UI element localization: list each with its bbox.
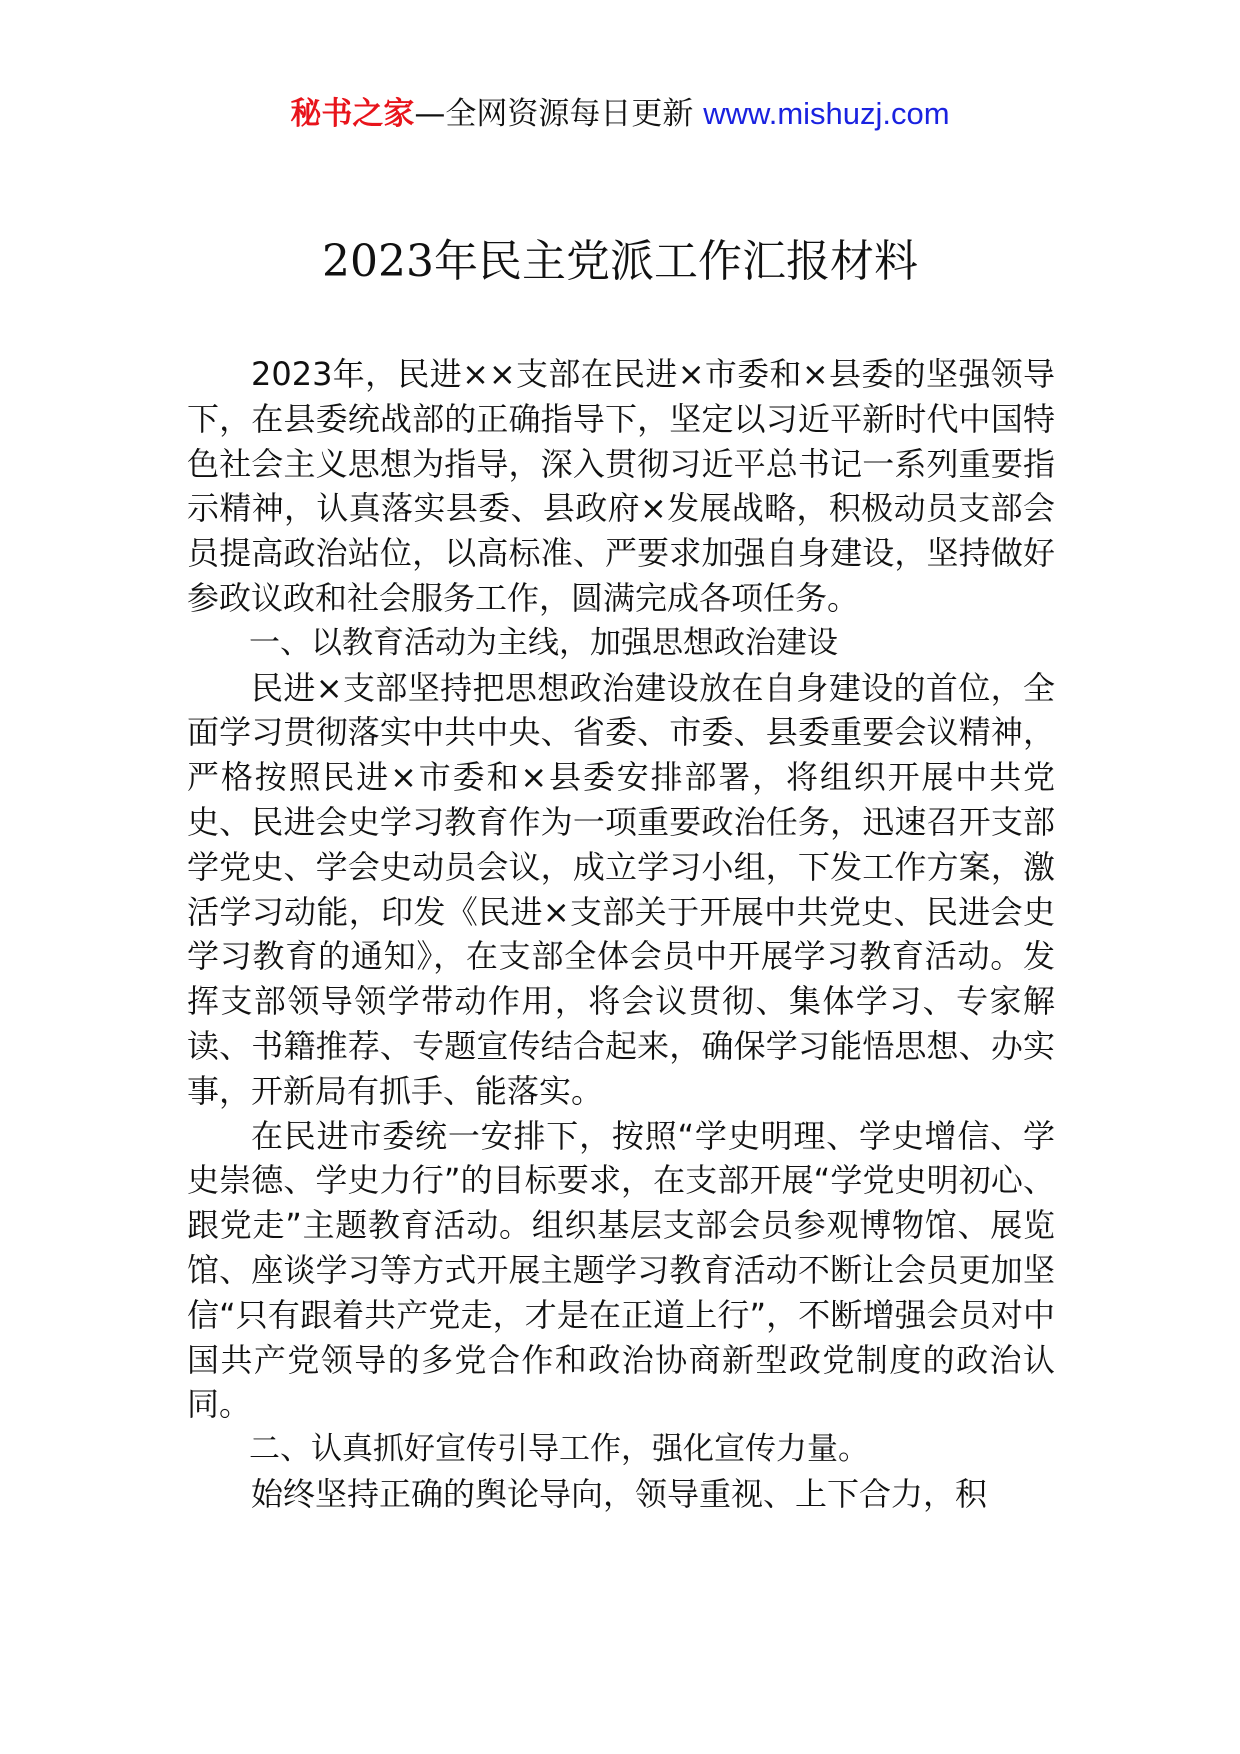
section-1-paragraph-1: 民进×支部坚持把思想政治建设放在自身建设的首位，全面学习贯彻落实中共中央、省委、市委、县委重要会议精神，严格按照民进×市委和×县委安排部署，将组织开展中共党史、民进会史学习教育作为一项重要政治任务，迅速召开支部学党史、学会史动员会议，成立学习小组，下发工作方案，激活学习动能，印发《民进×支部关于开展中共党史、民进会史学习教育的通知》，在支部全体会员中开展学习教育活动。发挥支部领导领学带动作用，将会议贯彻、集体学习、专家解读、书籍推荐、专题宣传结合起来，确保学习能悟思想、办实事，开新局有抓手、能落实。 — [187, 668, 1055, 1110]
brand-name: 秘书之家 — [290, 96, 415, 132]
document-body — [187, 352, 1055, 1517]
section-heading-1: 一、以教育活动为主线，加强思想政治建设 — [249, 624, 838, 661]
intro-paragraph: 2023年，民进××支部在民进×市委和×县委的坚强领导下，在县委统战部的正确指导下，坚定以习近平新时代中国特色社会主义思想为指导，深入贯彻习近平总书记一系列重要指示精神，认真落实县委、县政府×发展战略，积极动员支部会员提高政治站位，以高标准、严要求加强自身建设，坚持做好参政议政和社会服务工作，圆满完成各项任务。 — [187, 355, 1055, 617]
site-header — [0, 92, 1240, 136]
section-heading-2: 二、认真抓好宣传引导工作，强化宣传力量。 — [249, 1431, 869, 1468]
site-url-link[interactable]: www.mishuzj.com — [703, 96, 950, 131]
section-1-paragraph-2: 在民进市委统一安排下，按照“学史明理、学史增信、学史崇德、学史力行”的目标要求，在支部开展“学党史明初心、跟党走”主题教育活动。组织基层支部会员参观博物馆、展览馆、座谈学习等方式开展主题学习教育活动不断让会员更加坚信“只有跟着共产党走，才是在正道上行”，不断增强会员对中国共产党领导的多党合作和政治协商新型政党制度的政治认同。 — [187, 1116, 1055, 1424]
header-tagline: —全网资源每日更新 — [414, 96, 694, 132]
section-2-paragraph-1: 始终坚持正确的舆论导向，领导重视、上下合力，积 — [251, 1474, 988, 1513]
document-title: 2023年民主党派工作汇报材料 — [322, 236, 918, 287]
